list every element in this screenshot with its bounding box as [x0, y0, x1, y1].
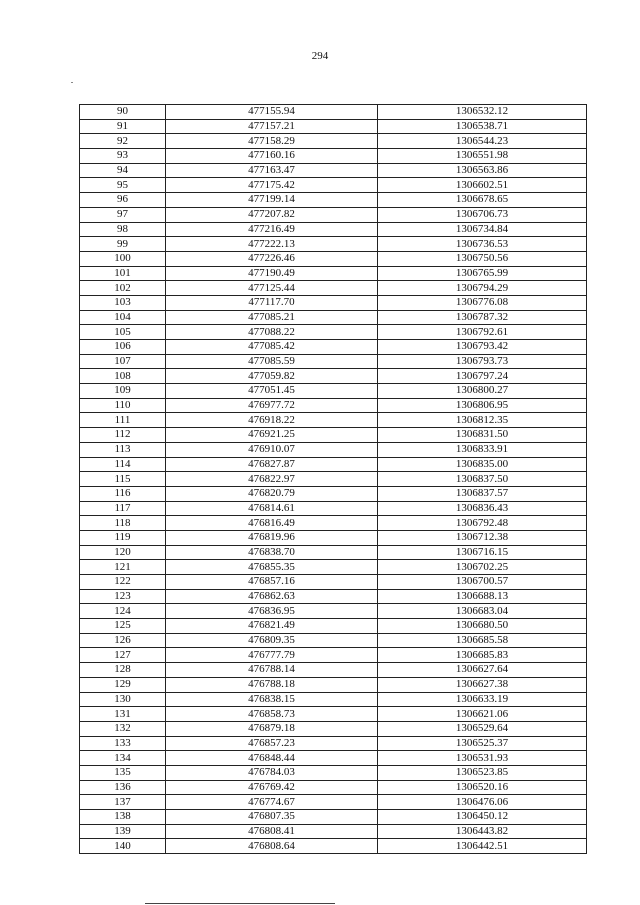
y-coordinate-cell: 1306685.58 — [378, 633, 587, 648]
point-number-cell: 122 — [80, 575, 166, 590]
point-number-cell: 114 — [80, 457, 166, 472]
x-coordinate-cell: 477163.47 — [166, 163, 378, 178]
point-number-cell: 100 — [80, 251, 166, 266]
x-coordinate-cell: 476977.72 — [166, 398, 378, 413]
y-coordinate-cell: 1306525.37 — [378, 736, 587, 751]
table-row — [80, 266, 587, 281]
point-number-cell: 109 — [80, 384, 166, 399]
x-coordinate-cell: 476848.44 — [166, 751, 378, 766]
x-coordinate-cell: 476858.73 — [166, 707, 378, 722]
x-coordinate-cell: 477157.21 — [166, 119, 378, 134]
table-row — [80, 193, 587, 208]
table-row — [80, 325, 587, 340]
table-row — [80, 560, 587, 575]
x-coordinate-cell: 477085.59 — [166, 354, 378, 369]
point-number-cell: 130 — [80, 692, 166, 707]
x-coordinate-cell: 476774.67 — [166, 795, 378, 810]
table-row — [80, 384, 587, 399]
table-row — [80, 457, 587, 472]
y-coordinate-cell: 1306765.99 — [378, 266, 587, 281]
x-coordinate-cell: 477085.21 — [166, 310, 378, 325]
y-coordinate-cell: 1306831.50 — [378, 428, 587, 443]
y-coordinate-cell: 1306450.12 — [378, 810, 587, 825]
y-coordinate-cell: 1306736.53 — [378, 237, 587, 252]
x-coordinate-cell: 476807.35 — [166, 810, 378, 825]
x-coordinate-cell: 476808.41 — [166, 824, 378, 839]
y-coordinate-cell: 1306797.24 — [378, 369, 587, 384]
y-coordinate-cell: 1306683.04 — [378, 604, 587, 619]
y-coordinate-cell: 1306627.38 — [378, 677, 587, 692]
y-coordinate-cell: 1306443.82 — [378, 824, 587, 839]
table-row — [80, 648, 587, 663]
y-coordinate-cell: 1306700.57 — [378, 575, 587, 590]
point-number-cell: 128 — [80, 663, 166, 678]
table-row — [80, 633, 587, 648]
point-number-cell: 137 — [80, 795, 166, 810]
table-row — [80, 310, 587, 325]
y-coordinate-cell: 1306538.71 — [378, 119, 587, 134]
point-number-cell: 94 — [80, 163, 166, 178]
y-coordinate-cell: 1306836.43 — [378, 501, 587, 516]
point-number-cell: 106 — [80, 340, 166, 355]
table-row — [80, 163, 587, 178]
point-number-cell: 140 — [80, 839, 166, 854]
table-row — [80, 604, 587, 619]
table-row — [80, 839, 587, 854]
table-row — [80, 545, 587, 560]
point-number-cell: 115 — [80, 472, 166, 487]
y-coordinate-cell: 1306520.16 — [378, 780, 587, 795]
point-number-cell: 111 — [80, 413, 166, 428]
y-coordinate-cell: 1306688.13 — [378, 589, 587, 604]
table-row — [80, 765, 587, 780]
coordinates-table — [79, 104, 587, 854]
y-coordinate-cell: 1306680.50 — [378, 619, 587, 634]
x-coordinate-cell: 477160.16 — [166, 149, 378, 164]
point-number-cell: 104 — [80, 310, 166, 325]
y-coordinate-cell: 1306837.50 — [378, 472, 587, 487]
table-row — [80, 134, 587, 149]
table-row — [80, 707, 587, 722]
x-coordinate-cell: 477051.45 — [166, 384, 378, 399]
y-coordinate-cell: 1306685.83 — [378, 648, 587, 663]
table-row — [80, 824, 587, 839]
table-row — [80, 736, 587, 751]
x-coordinate-cell: 476836.95 — [166, 604, 378, 619]
table-row — [80, 530, 587, 545]
y-coordinate-cell: 1306712.38 — [378, 530, 587, 545]
point-number-cell: 103 — [80, 295, 166, 310]
x-coordinate-cell: 476857.16 — [166, 575, 378, 590]
point-number-cell: 101 — [80, 266, 166, 281]
x-coordinate-cell: 477207.82 — [166, 207, 378, 222]
point-number-cell: 91 — [80, 119, 166, 134]
table-row — [80, 281, 587, 296]
point-number-cell: 124 — [80, 604, 166, 619]
y-coordinate-cell: 1306529.64 — [378, 721, 587, 736]
point-number-cell: 96 — [80, 193, 166, 208]
table-row — [80, 501, 587, 516]
y-coordinate-cell: 1306806.95 — [378, 398, 587, 413]
point-number-cell: 126 — [80, 633, 166, 648]
x-coordinate-cell: 476808.64 — [166, 839, 378, 854]
x-coordinate-cell: 476827.87 — [166, 457, 378, 472]
point-number-cell: 108 — [80, 369, 166, 384]
x-coordinate-cell: 476822.97 — [166, 472, 378, 487]
table-row — [80, 237, 587, 252]
x-coordinate-cell: 477158.29 — [166, 134, 378, 149]
table-row — [80, 340, 587, 355]
point-number-cell: 90 — [80, 105, 166, 120]
x-coordinate-cell: 476788.14 — [166, 663, 378, 678]
x-coordinate-cell: 476816.49 — [166, 516, 378, 531]
table-row — [80, 178, 587, 193]
table-row — [80, 677, 587, 692]
point-number-cell: 95 — [80, 178, 166, 193]
table-row — [80, 442, 587, 457]
y-coordinate-cell: 1306750.56 — [378, 251, 587, 266]
point-number-cell: 138 — [80, 810, 166, 825]
x-coordinate-cell: 476809.35 — [166, 633, 378, 648]
y-coordinate-cell: 1306837.57 — [378, 486, 587, 501]
x-coordinate-cell: 476814.61 — [166, 501, 378, 516]
point-number-cell: 113 — [80, 442, 166, 457]
x-coordinate-cell: 477226.46 — [166, 251, 378, 266]
y-coordinate-cell: 1306551.98 — [378, 149, 587, 164]
point-number-cell: 133 — [80, 736, 166, 751]
x-coordinate-cell: 477175.42 — [166, 178, 378, 193]
point-number-cell: 110 — [80, 398, 166, 413]
y-coordinate-cell: 1306563.86 — [378, 163, 587, 178]
x-coordinate-cell: 476862.63 — [166, 589, 378, 604]
point-number-cell: 120 — [80, 545, 166, 560]
y-coordinate-cell: 1306800.27 — [378, 384, 587, 399]
y-coordinate-cell: 1306523.85 — [378, 765, 587, 780]
x-coordinate-cell: 476784.03 — [166, 765, 378, 780]
x-coordinate-cell: 476777.79 — [166, 648, 378, 663]
x-coordinate-cell: 477222.13 — [166, 237, 378, 252]
table-row — [80, 119, 587, 134]
x-coordinate-cell: 476921.25 — [166, 428, 378, 443]
x-coordinate-cell: 476857.23 — [166, 736, 378, 751]
point-number-cell: 105 — [80, 325, 166, 340]
x-coordinate-cell: 476918.22 — [166, 413, 378, 428]
x-coordinate-cell: 476838.70 — [166, 545, 378, 560]
x-coordinate-cell: 477085.42 — [166, 340, 378, 355]
table-row — [80, 721, 587, 736]
table-row — [80, 751, 587, 766]
y-coordinate-cell: 1306476.06 — [378, 795, 587, 810]
x-coordinate-cell: 476819.96 — [166, 530, 378, 545]
scan-mark — [71, 82, 73, 83]
x-coordinate-cell: 476879.18 — [166, 721, 378, 736]
table-row — [80, 413, 587, 428]
bottom-rule — [145, 903, 335, 904]
x-coordinate-cell: 476821.49 — [166, 619, 378, 634]
point-number-cell: 98 — [80, 222, 166, 237]
y-coordinate-cell: 1306678.65 — [378, 193, 587, 208]
table-row — [80, 692, 587, 707]
point-number-cell: 97 — [80, 207, 166, 222]
table-row — [80, 780, 587, 795]
table-row — [80, 516, 587, 531]
point-number-cell: 139 — [80, 824, 166, 839]
x-coordinate-cell: 477199.14 — [166, 193, 378, 208]
point-number-cell: 117 — [80, 501, 166, 516]
y-coordinate-cell: 1306706.73 — [378, 207, 587, 222]
y-coordinate-cell: 1306793.73 — [378, 354, 587, 369]
y-coordinate-cell: 1306793.42 — [378, 340, 587, 355]
x-coordinate-cell: 477059.82 — [166, 369, 378, 384]
y-coordinate-cell: 1306734.84 — [378, 222, 587, 237]
x-coordinate-cell: 477216.49 — [166, 222, 378, 237]
table-row — [80, 795, 587, 810]
point-number-cell: 121 — [80, 560, 166, 575]
y-coordinate-cell: 1306633.19 — [378, 692, 587, 707]
x-coordinate-cell: 476788.18 — [166, 677, 378, 692]
point-number-cell: 135 — [80, 765, 166, 780]
table-row — [80, 251, 587, 266]
x-coordinate-cell: 476820.79 — [166, 486, 378, 501]
point-number-cell: 136 — [80, 780, 166, 795]
table-row — [80, 398, 587, 413]
y-coordinate-cell: 1306812.35 — [378, 413, 587, 428]
table-body — [80, 105, 587, 854]
point-number-cell: 112 — [80, 428, 166, 443]
point-number-cell: 93 — [80, 149, 166, 164]
y-coordinate-cell: 1306716.15 — [378, 545, 587, 560]
point-number-cell: 134 — [80, 751, 166, 766]
table-row — [80, 105, 587, 120]
point-number-cell: 92 — [80, 134, 166, 149]
table-row — [80, 589, 587, 604]
table-row — [80, 295, 587, 310]
table-row — [80, 472, 587, 487]
point-number-cell: 107 — [80, 354, 166, 369]
point-number-cell: 99 — [80, 237, 166, 252]
x-coordinate-cell: 477088.22 — [166, 325, 378, 340]
x-coordinate-cell: 477155.94 — [166, 105, 378, 120]
point-number-cell: 127 — [80, 648, 166, 663]
point-number-cell: 125 — [80, 619, 166, 634]
point-number-cell: 119 — [80, 530, 166, 545]
table-row — [80, 575, 587, 590]
y-coordinate-cell: 1306792.48 — [378, 516, 587, 531]
point-number-cell: 118 — [80, 516, 166, 531]
x-coordinate-cell: 476838.15 — [166, 692, 378, 707]
y-coordinate-cell: 1306544.23 — [378, 134, 587, 149]
point-number-cell: 129 — [80, 677, 166, 692]
x-coordinate-cell: 476910.07 — [166, 442, 378, 457]
y-coordinate-cell: 1306602.51 — [378, 178, 587, 193]
y-coordinate-cell: 1306787.32 — [378, 310, 587, 325]
table-row — [80, 486, 587, 501]
y-coordinate-cell: 1306621.06 — [378, 707, 587, 722]
x-coordinate-cell: 476855.35 — [166, 560, 378, 575]
page-number: 294 — [311, 50, 329, 62]
y-coordinate-cell: 1306833.91 — [378, 442, 587, 457]
y-coordinate-cell: 1306442.51 — [378, 839, 587, 854]
table-row — [80, 663, 587, 678]
point-number-cell: 123 — [80, 589, 166, 604]
table-row — [80, 619, 587, 634]
y-coordinate-cell: 1306794.29 — [378, 281, 587, 296]
y-coordinate-cell: 1306776.08 — [378, 295, 587, 310]
x-coordinate-cell: 477125.44 — [166, 281, 378, 296]
y-coordinate-cell: 1306702.25 — [378, 560, 587, 575]
point-number-cell: 132 — [80, 721, 166, 736]
table-row — [80, 810, 587, 825]
table-row — [80, 354, 587, 369]
table-row — [80, 207, 587, 222]
table-row — [80, 428, 587, 443]
y-coordinate-cell: 1306531.93 — [378, 751, 587, 766]
point-number-cell: 102 — [80, 281, 166, 296]
point-number-cell: 131 — [80, 707, 166, 722]
point-number-cell: 116 — [80, 486, 166, 501]
y-coordinate-cell: 1306835.00 — [378, 457, 587, 472]
table-row — [80, 369, 587, 384]
y-coordinate-cell: 1306532.12 — [378, 105, 587, 120]
table-row — [80, 149, 587, 164]
y-coordinate-cell: 1306792.61 — [378, 325, 587, 340]
table-row — [80, 222, 587, 237]
x-coordinate-cell: 477190.49 — [166, 266, 378, 281]
x-coordinate-cell: 477117.70 — [166, 295, 378, 310]
y-coordinate-cell: 1306627.64 — [378, 663, 587, 678]
x-coordinate-cell: 476769.42 — [166, 780, 378, 795]
